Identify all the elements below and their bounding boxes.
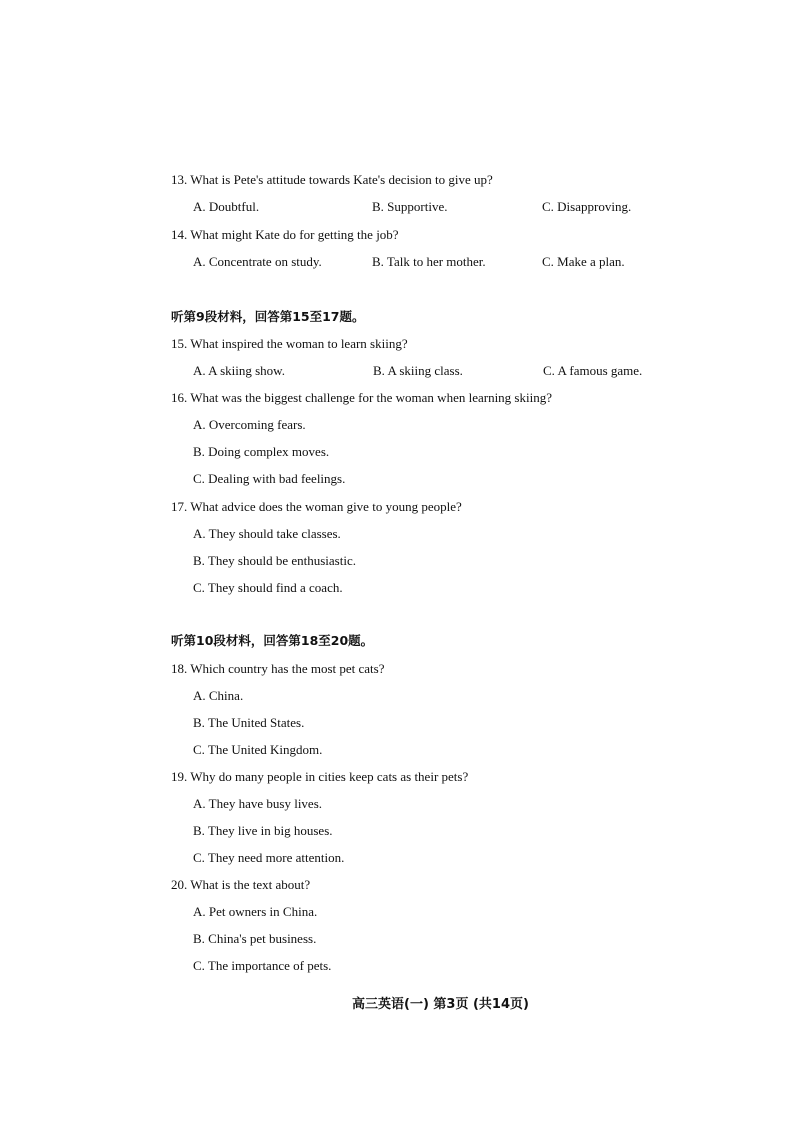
question-18-option-c: C. The United Kingdom.	[193, 742, 323, 757]
question-13-option-a: A. Doubtful.	[193, 199, 260, 214]
question-19-stem: 19. Why do many people in cities keep cats as their pets?	[171, 769, 469, 784]
question-20-option-b: B. China's pet business.	[193, 931, 317, 946]
question-17-option-a: A. They should take classes.	[193, 526, 341, 541]
question-17-stem: 17. What advice does the woman give to young people?	[171, 499, 462, 514]
question-13-stem: 13. What is Pete's attitude towards Kate's decision to give up?	[171, 172, 493, 187]
question-14-stem: 14. What might Kate do for getting the job?	[171, 227, 399, 242]
question-14-option-c: C. Make a plan.	[542, 254, 625, 269]
question-18-stem: 18. Which country has the most pet cats?	[171, 661, 385, 676]
question-13-option-b: B. Supportive.	[372, 199, 448, 214]
question-19-option-c: C. They need more attention.	[193, 850, 345, 865]
question-20-stem: 20. What is the text about?	[171, 877, 311, 892]
question-15-option-c: C. A famous game.	[543, 363, 643, 378]
section-9-heading: 听第9段材料，回答第15至17题。	[171, 309, 365, 324]
question-15-stem: 15. What inspired the woman to learn skiing?	[171, 336, 408, 351]
question-13-option-c: C. Disapproving.	[542, 199, 632, 214]
question-16-option-b: B. Doing complex moves.	[193, 444, 330, 459]
question-19-option-b: B. They live in big houses.	[193, 823, 333, 838]
question-14-option-a: A. Concentrate on study.	[193, 254, 322, 269]
question-16-option-c: C. Dealing with bad feelings.	[193, 471, 346, 486]
question-14-option-b: B. Talk to her mother.	[372, 254, 486, 269]
question-19-option-a: A. They have busy lives.	[193, 796, 323, 811]
section-10-heading: 听第10段材料，回答第18至20题。	[171, 633, 374, 648]
question-15-option-a: A. A skiing show.	[193, 363, 285, 378]
question-17-option-c: C. They should find a coach.	[193, 580, 343, 595]
question-15-option-b: B. A skiing class.	[373, 363, 463, 378]
question-20-option-a: A. Pet owners in China.	[193, 904, 318, 919]
question-20-option-c: C. The importance of pets.	[193, 958, 332, 973]
page-footer: 高三英语(一) 第3页 (共14页)	[352, 997, 529, 1012]
question-17-option-b: B. They should be enthusiastic.	[193, 553, 356, 568]
question-18-option-a: A. China.	[193, 688, 244, 703]
question-18-option-b: B. The United States.	[193, 715, 305, 730]
question-16-option-a: A. Overcoming fears.	[193, 417, 306, 432]
question-16-stem: 16. What was the biggest challenge for the woman when learning skiing?	[171, 390, 552, 405]
